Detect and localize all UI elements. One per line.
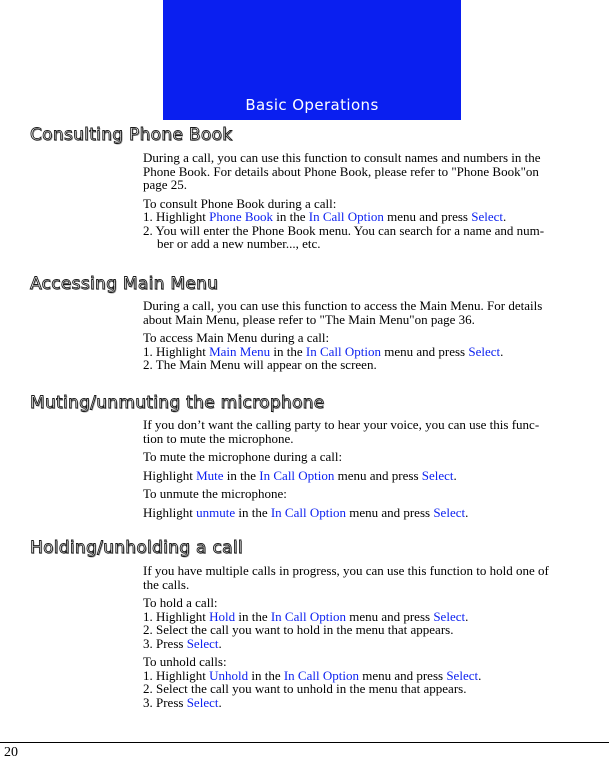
heading-consulting-phone-book: Consulting Phone Book [30,125,233,145]
paragraph-line: about Main Menu, please refer to "The Main Menu"on page 36. [143,311,475,327]
unhold-step-1: 1. Highlight Unhold in the In Call Option menu and press Select. [143,667,482,683]
instruction-lead: To hold a call: [143,595,218,610]
instruction-lead: To unhold calls: [143,654,227,669]
step-1: 1. Highlight Phone Book in the In Call Option menu and press Select. [143,209,507,224]
unhold-step-2: 2. Select the call you want to unhold in the menu that appears. [143,681,467,696]
mute-step: Highlight Mute in the In Call Option menu and press Select. [143,467,457,483]
select-key: Select [446,667,479,683]
step-2-continued: ber or add a new number..., etc. [157,236,321,251]
paragraph-line: the calls. [143,576,190,592]
unhold-step-3: 3. Press Select. [143,694,222,710]
menu-in-call-option: In Call Option [308,209,384,224]
paragraph-line: Phone Book. For details about Phone Book, please refer to "Phone Book"on [143,163,539,179]
section-muting-microphone [143,418,605,519]
paragraph-line: tion to mute the microphone. [143,430,294,446]
heading-holding-call: Holding/unholding a call [30,538,243,558]
section-consulting-phone-book [143,151,605,251]
hold-step-1: 1. Highlight Hold in the In Call Option menu and press Select. [143,608,469,624]
select-key: Select [468,343,501,359]
paragraph-line: If you don’t want the calling party to hear your voice, you can use this func- [143,417,540,432]
step-1: 1. Highlight Main Menu in the In Call Option menu and press Select. [143,343,504,359]
select-key: Select [186,694,219,710]
menu-in-call-option: In Call Option [259,467,335,483]
paragraph-line: page 25. [143,177,188,192]
page-number: 20 [4,745,18,760]
menu-item-phone-book: Phone Book [209,209,274,224]
hold-step-3: 3. Press Select. [143,635,222,651]
chapter-banner [163,0,461,120]
instruction-lead: To mute the microphone during a call: [143,449,343,464]
menu-item-main-menu: Main Menu [209,343,271,359]
chapter-title: Basic Operations [245,96,379,114]
section-holding-call [143,564,605,709]
instruction-lead: To access Main Menu during a call: [143,330,330,345]
select-key: Select [471,209,504,224]
select-key: Select [433,504,466,520]
menu-item-mute: Mute [196,467,224,483]
step-2: 2. You will enter the Phone Book menu. You can search for a name and num- [143,222,545,238]
section-accessing-main-menu [143,299,605,372]
menu-item-unhold: Unhold [209,667,249,683]
select-key: Select [433,608,466,624]
unmute-step: Highlight unmute in the In Call Option menu and press Select. [143,504,469,520]
menu-in-call-option: In Call Option [283,667,359,683]
heading-accessing-main-menu: Accessing Main Menu [30,274,219,294]
hold-step-2: 2. Select the call you want to hold in the menu that appears. [143,622,454,637]
instruction-lead: To consult Phone Book during a call: [143,195,337,211]
select-key: Select [421,467,454,483]
step-2: 2. The Main Menu will appear on the screen. [143,357,377,372]
paragraph-line: During a call, you can use this function to consult names and numbers in the [143,150,541,165]
footer-divider [0,742,609,743]
menu-in-call-option: In Call Option [270,608,346,624]
menu-item-unmute: unmute [196,504,236,520]
instruction-lead: To unmute the microphone: [143,486,287,501]
menu-in-call-option: In Call Option [270,504,346,520]
paragraph-line: During a call, you can use this function to access the Main Menu. For details [143,298,543,313]
select-key: Select [186,635,219,651]
heading-muting-microphone: Muting/unmuting the microphone [30,393,325,413]
paragraph-line: If you have multiple calls in progress, you can use this function to hold one of [143,563,549,578]
menu-item-hold: Hold [209,608,236,624]
menu-in-call-option: In Call Option [305,343,381,359]
